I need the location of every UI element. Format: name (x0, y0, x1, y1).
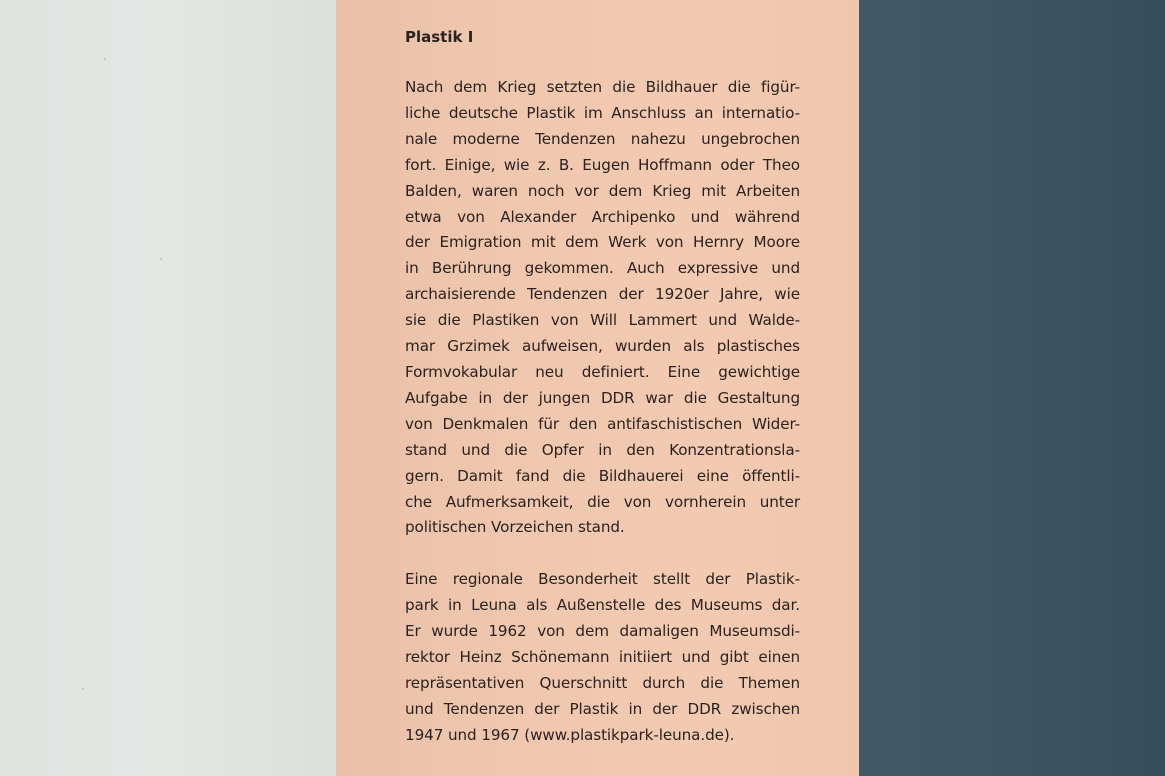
text-line: fort. Einige, wie z. B. Eugen Hoffmann oder Theo (405, 155, 800, 174)
text-line: sie die Plastiken von Will Lammert und Walde- (405, 311, 800, 330)
text-line: Formvokabular neu definiert. Eine gewichtige (405, 362, 800, 381)
wall-speck (82, 688, 84, 690)
panel-text (405, 26, 800, 775)
text-line: stand und die Opfer in den Konzentrationsla- (405, 440, 800, 459)
paragraph-1 (405, 75, 800, 541)
text-line: etwa von Alexander Archipenko und während (405, 207, 800, 226)
left-wall (0, 0, 336, 776)
wall-speck (160, 258, 162, 260)
text-line: von Denkmalen für den antifaschistischen Wider- (405, 414, 800, 433)
text-line: Balden, waren noch vor dem Krieg mit Arbeiten (405, 181, 800, 200)
right-wall-shade (1040, 0, 1165, 776)
text-line: in Berührung gekommen. Auch expressive und (405, 259, 800, 278)
wall-speck (104, 58, 106, 60)
text-line: der Emigration mit dem Werk von Hernry Moore (405, 233, 800, 252)
text-line: mar Grzimek aufweisen, wurden als plastisches (405, 337, 800, 356)
text-line: gern. Damit fand die Bildhauerei eine öffentli- (405, 466, 800, 485)
text-line: Aufgabe in der jungen DDR war die Gestaltung (405, 388, 800, 407)
text-line: 1947 und 1967 (www.plastikpark-leuna.de). (405, 725, 735, 744)
text-line: Er wurde 1962 von dem damaligen Museumsdi- (405, 622, 800, 641)
panel-title: Plastik I (405, 28, 474, 46)
text-line: liche deutsche Plastik im Anschluss an internatio- (405, 103, 800, 122)
text-line: rektor Heinz Schönemann initiiert und gibt einen (405, 648, 800, 667)
paragraph-2 (405, 567, 800, 748)
text-line: Nach dem Krieg setzten die Bildhauer die figür- (405, 78, 800, 96)
text-line: park in Leuna als Außenstelle des Museums dar. (405, 596, 800, 615)
text-line: repräsentativen Querschnitt durch die Themen (405, 673, 800, 692)
text-line: nale moderne Tendenzen nahezu ungebrochen (405, 129, 800, 148)
text-line: politischen Vorzeichen stand. (405, 518, 625, 537)
text-line: und Tendenzen der Plastik in der DDR zwischen (405, 699, 800, 718)
text-line: che Aufmerksamkeit, die von vornherein unter (405, 492, 800, 511)
text-line: archaisierende Tendenzen der 1920er Jahre, wie (405, 285, 800, 304)
text-line: Eine regionale Besonderheit stellt der Plastik- (405, 570, 800, 589)
